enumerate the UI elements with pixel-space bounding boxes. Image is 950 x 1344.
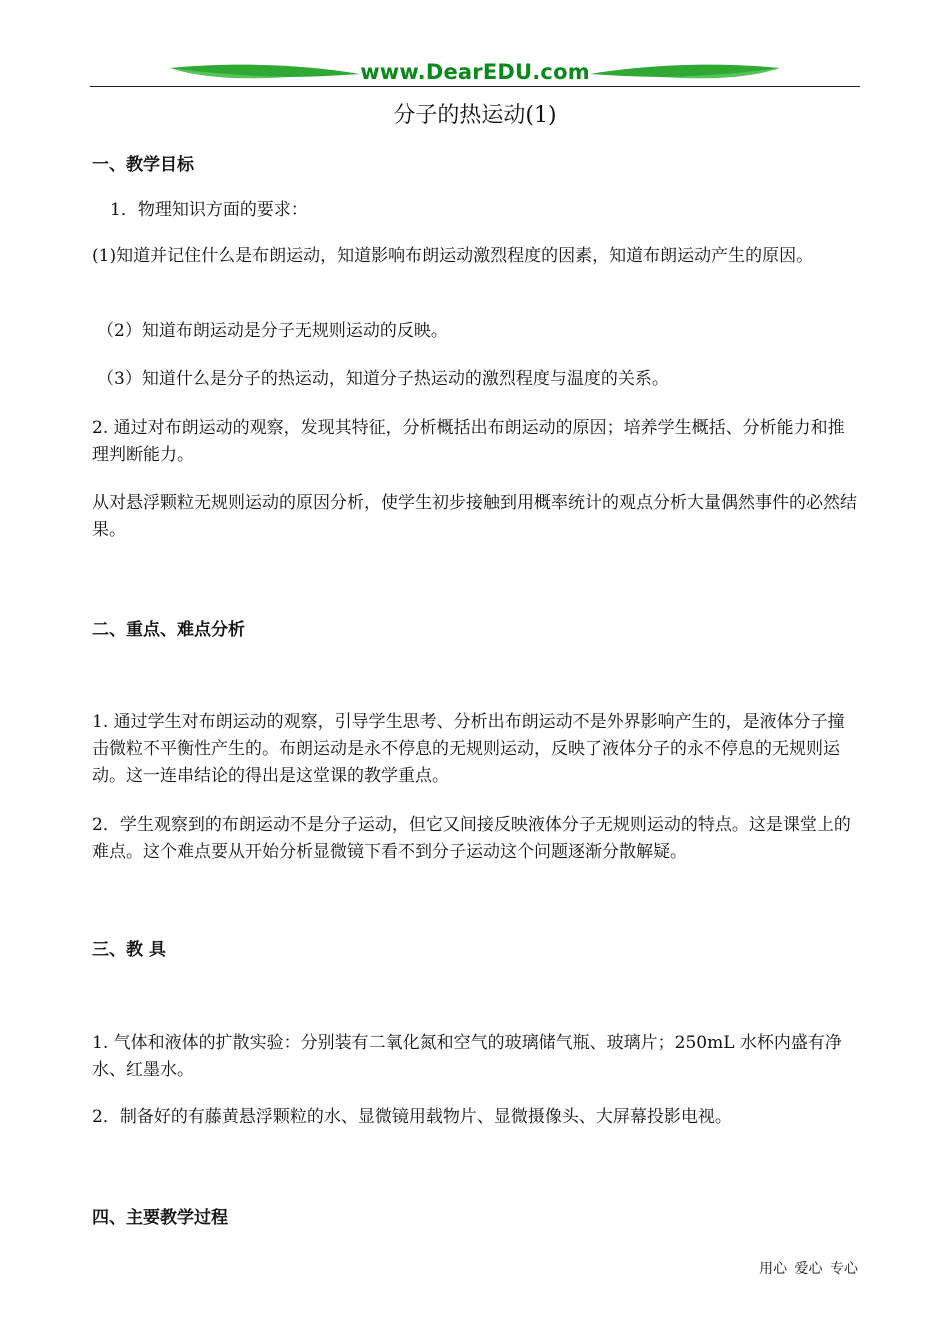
paragraph: （2）知道布朗运动是分子无规则运动的反映。 (97, 321, 448, 341)
section-heading-teaching-process: 四、主要教学过程 (92, 1208, 228, 1228)
paragraph: （3）知道什么是分子的热运动，知道分子热运动的激烈程度与温度的关系。 (97, 369, 669, 389)
paragraph: (1)知道并记住什么是布朗运动，知道影响布朗运动激烈程度的因素，知道布朗运动产生的原因。 (92, 246, 814, 266)
paragraph: 1．物理知识方面的要求： (110, 200, 308, 220)
paragraph: 从对悬浮颗粒无规则运动的原因分析，使学生初步接触到用概率统计的观点分析大量偶然事件的必然结果。 (92, 493, 857, 540)
paragraph: 2．学生观察到的布朗运动不是分子运动，但它又间接反映液体分子无规则运动的特点。这是课堂上的难点。这个难点要从开始分析显微镜下看不到分子运动这个问题逐渐分散解疑。 (92, 815, 851, 862)
section-heading-key-points: 二、重点、难点分析 (92, 620, 245, 640)
paragraph: 2. 通过对布朗运动的观察，发现其特征，分析概括出布朗运动的原因；培养学生概括、分析能力和推理判断能力。 (92, 418, 845, 465)
section-heading-objectives: 一、教学目标 (92, 155, 194, 175)
document-title: 分子的热运动(1) (393, 103, 557, 128)
page-footer: 用心 爱心 专心 (759, 1261, 858, 1277)
paragraph: 2．制备好的有藤黄悬浮颗粒的水、显微镜用载物片、显微摄像头、大屏幕投影电视。 (92, 1107, 732, 1127)
site-logo: www.DearEDU.com (360, 60, 590, 84)
header-rule (90, 86, 860, 87)
section-heading-teaching-aids: 三、教 具 (92, 940, 166, 960)
paragraph: 1. 气体和液体的扩散实验：分别装有二氧化氮和空气的玻璃储气瓶、玻璃片；250mL 水杯内盛有净水、红墨水。 (92, 1033, 842, 1080)
paragraph: 1. 通过学生对布朗运动的观察，引导学生思考、分析出布朗运动不是外界影响产生的，是液体分子撞击微粒不平衡性产生的。布朗运动是永不停息的无规则运动，反映了液体分子的永不停息的无规则运动。这一连串结论的得出是这堂课的教学重点。 (92, 712, 845, 786)
